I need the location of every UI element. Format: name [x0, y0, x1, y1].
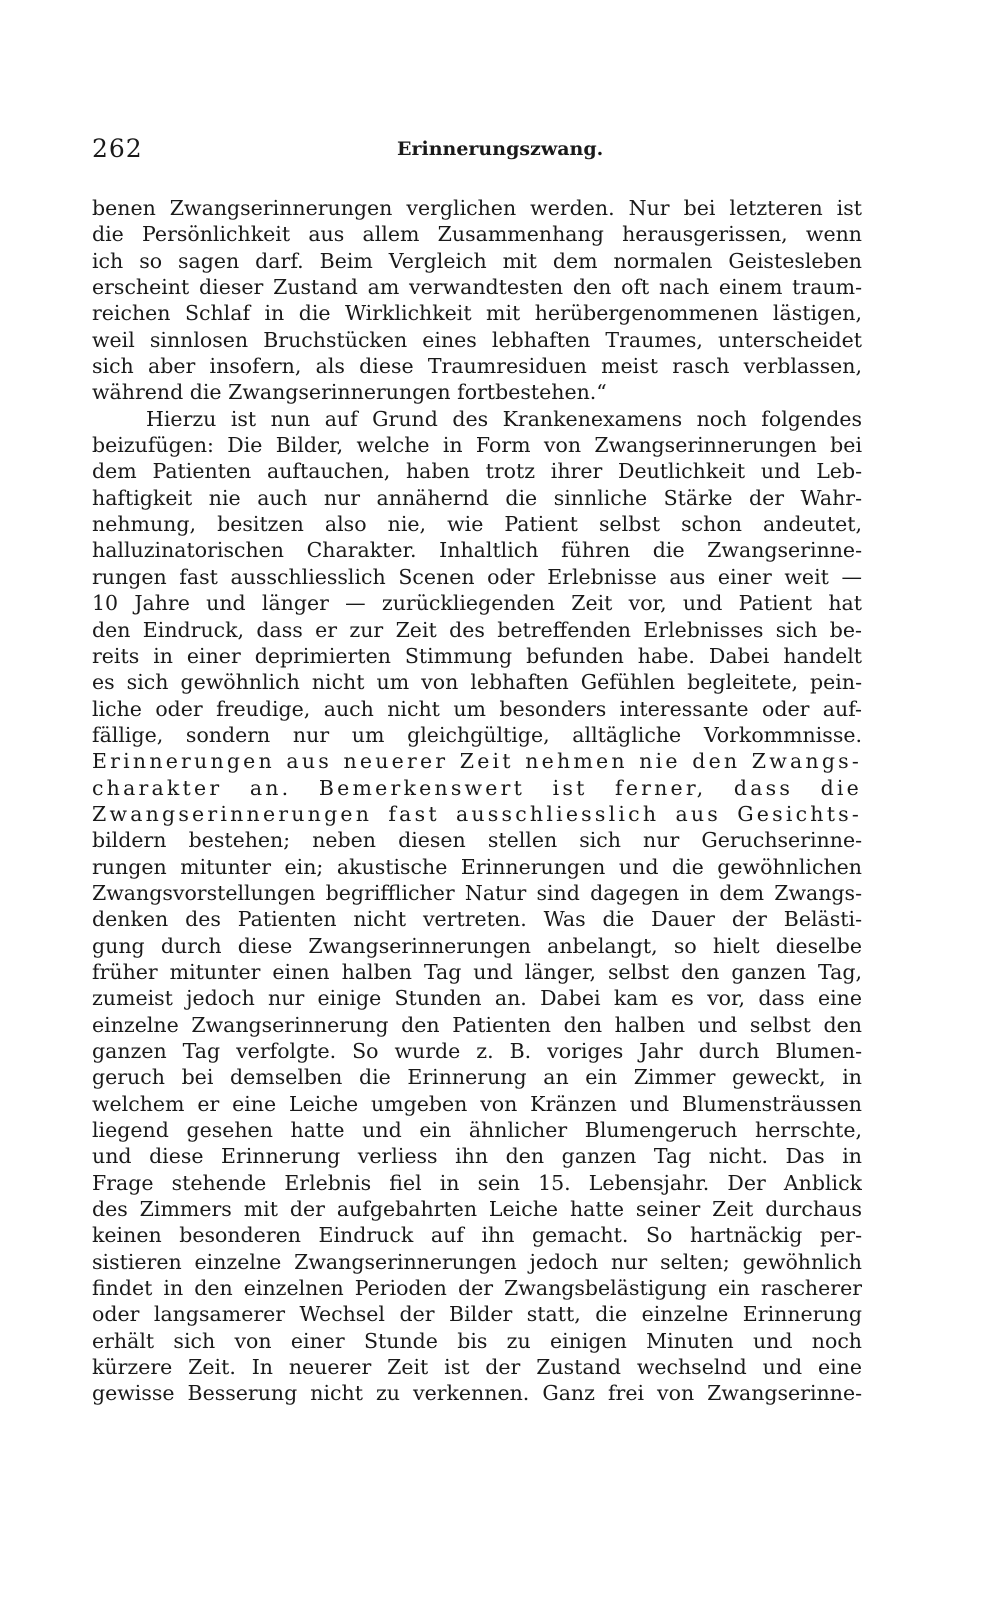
text-line: es sich gewöhnlich nicht um von lebhaften Gefühlen begleitete, pein- — [92, 670, 862, 695]
text-line: bildern bestehen; neben diesen stellen sich nur Geruchserinne- — [92, 828, 862, 853]
text-line: des Zimmers mit der aufgebahrten Leiche hatte seiner Zeit durchaus — [92, 1197, 862, 1222]
text-line: geruch bei demselben die Erinnerung an ein Zimmer geweckt, in — [92, 1065, 862, 1090]
text-line: haftigkeit nie auch nur annähernd die sinnliche Stärke der Wahr- — [92, 485, 862, 510]
text-line: früher mitunter einen halben Tag und länger, selbst den ganzen Tag, — [92, 959, 862, 984]
text-line: gewisse Besserung nicht zu verkennen. Ganz frei von Zwangserinne- — [92, 1381, 862, 1406]
text-line: liche oder freudige, auch nicht um besonders interessante oder auf- — [92, 696, 862, 721]
text-line: Frage stehende Erlebnis fiel in sein 15. Lebensjahr. Der Anblick — [92, 1170, 862, 1195]
text-line: erscheint dieser Zustand am verwandtesten den oft nach einem traum- — [92, 275, 862, 300]
text-line: nehmung, besitzen also nie, wie Patient selbst schon andeutet, — [92, 512, 862, 537]
text-line: sich aber insofern, als diese Traumresiduen meist rasch verblassen, — [92, 354, 862, 379]
text-line: denken des Patienten nicht vertreten. Was die Dauer der Belästi- — [92, 907, 862, 932]
text-line: dem Patienten auftauchen, haben trotz ihrer Deutlichkeit und Leb- — [92, 459, 862, 484]
text-line: halluzinatorischen Charakter. Inhaltlich führen die Zwangserinne- — [92, 538, 862, 563]
text-line: liegend gesehen hatte und ein ähnlicher Blumengeruch herrschte, — [92, 1118, 862, 1143]
body-text — [92, 195, 862, 1407]
text-line: und diese Erinnerung verliess ihn den ganzen Tag nicht. Das in — [92, 1144, 862, 1169]
text-line: reits in einer deprimierten Stimmung befunden habe. Dabei handelt — [92, 643, 862, 668]
text-line: Zwangserinnerungen fast ausschliesslich aus Gesichts- — [92, 801, 862, 826]
text-line: sistieren einzelne Zwangserinnerungen jedoch nur selten; gewöhnlich — [92, 1249, 862, 1274]
text-line: Hierzu ist nun auf Grund des Krankenexamens noch folgendes — [146, 406, 862, 431]
text-line: beizufügen: Die Bilder, welche in Form von Zwangserinnerungen bei — [92, 433, 862, 458]
text-line: charakter an. Bemerkenswert ist ferner, dass die — [92, 775, 862, 800]
running-title: Erinnerungszwang. — [397, 138, 604, 160]
text-line: keinen besonderen Eindruck auf ihn gemacht. So hartnäckig per- — [92, 1223, 862, 1248]
text-line: ganzen Tag verfolgte. So wurde z. B. voriges Jahr durch Blumen- — [92, 1039, 862, 1063]
running-head — [92, 134, 862, 168]
text-line: die Persönlichkeit aus allem Zusammenhang herausgerissen, wenn — [92, 222, 862, 247]
text-line: welchem er eine Leiche umgeben von Kränzen und Blumensträussen — [92, 1091, 862, 1116]
text-line: reichen Schlaf in die Wirklichkeit mit herübergenommenen lästigen, — [92, 301, 862, 326]
text-line: den Eindruck, dass er zur Zeit des betreffenden Erlebnisses sich be- — [92, 617, 862, 642]
text-line: findet in den einzelnen Perioden der Zwangsbelästigung ein rascherer — [92, 1276, 862, 1301]
text-line: fällige, sondern nur um gleichgültige, alltägliche Vorkommnisse. — [92, 722, 862, 747]
text-line: kürzere Zeit. In neuerer Zeit ist der Zustand wechselnd und eine — [92, 1355, 862, 1380]
text-line: weil sinnlosen Bruchstücken eines lebhaften Traumes, unterscheidet — [92, 327, 862, 352]
text-line: einzelne Zwangserinnerung den Patienten den halben und selbst den — [92, 1012, 862, 1037]
text-line: erhält sich von einer Stunde bis zu einigen Minuten und noch — [92, 1328, 862, 1353]
text-line: 10 Jahre und länger — zurückliegenden Zeit vor, und Patient hat — [92, 591, 862, 616]
text-line: Erinnerungen aus neuerer Zeit nehmen nie den Zwangs- — [92, 749, 862, 774]
text-line: rungen fast ausschliesslich Scenen oder Erlebnisse aus einer weit — — [92, 564, 862, 589]
text-line: rungen mitunter ein; akustische Erinnerungen und die gewöhnlichen — [92, 854, 862, 879]
text-line: oder langsamerer Wechsel der Bilder statt, die einzelne Erinnerung — [92, 1302, 862, 1327]
text-line: während die Zwangserinnerungen fortbestehen.“ — [92, 380, 607, 405]
text-line: benen Zwangserinnerungen verglichen werden. Nur bei letzteren ist — [92, 196, 862, 220]
text-line: ich so sagen darf. Beim Vergleich mit dem normalen Geistesleben — [92, 248, 862, 273]
text-line: Zwangsvorstellungen begrifflicher Natur sind dagegen in dem Zwangs- — [92, 880, 862, 905]
text-line: zumeist jedoch nur einige Stunden an. Dabei kam es vor, dass eine — [92, 986, 862, 1011]
page-number: 262 — [92, 134, 143, 163]
text-line: gung durch diese Zwangserinnerungen anbelangt, so hielt dieselbe — [92, 933, 862, 958]
